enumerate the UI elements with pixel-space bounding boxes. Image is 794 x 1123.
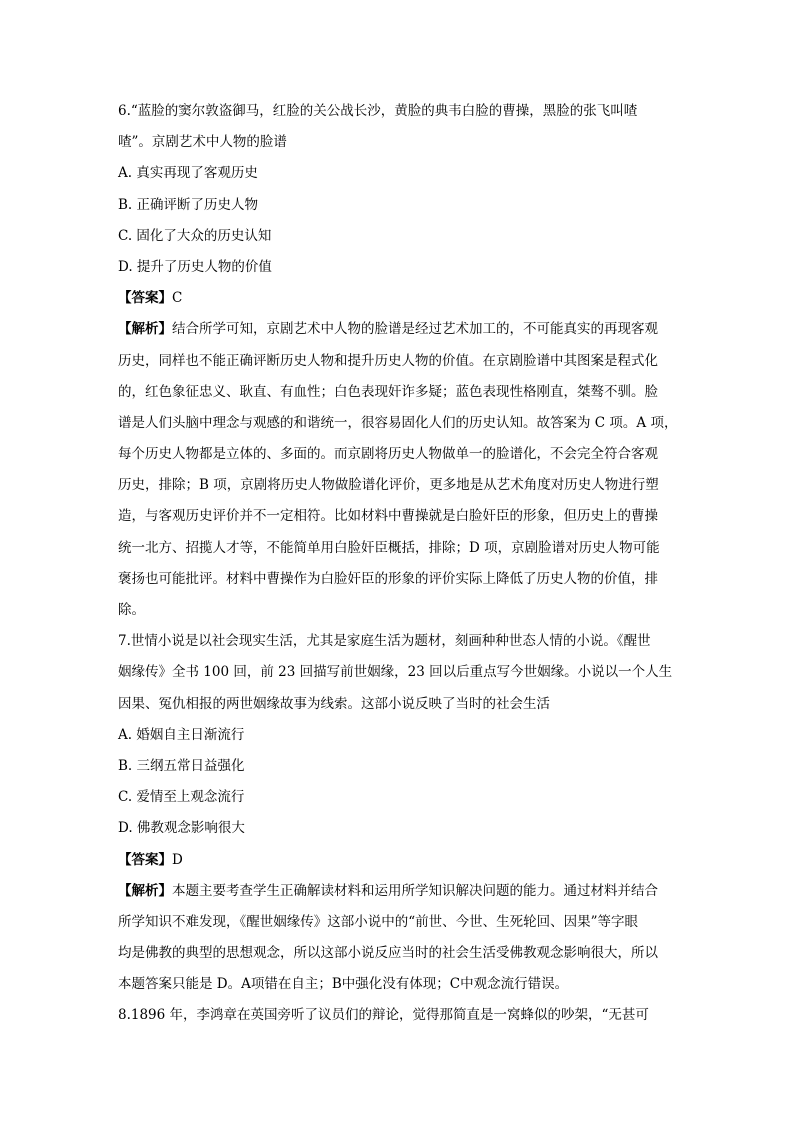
analysis-text: 的，红色象征忠义、耿直、有血性；白色表现奸诈多疑；蓝色表现性格刚直，桀骜不驯。脸 [118,383,658,400]
analysis-text: 褒扬也可能批评。材料中曹操作为白脸奸臣的形象的评价实际上降低了历史人物的价值，排 [118,570,658,587]
option-d: D. 提升了历史人物的价值 [118,258,272,275]
question-stem: 8.1896 年，李鸿章在英国旁听了议员们的辩论，觉得那简直是一窝蜂似的吵架，“无甚可 [118,1007,649,1024]
analysis-text: 本题答案只能是 D。A项错在自主；B中强化没有体现；C中观念流行错误。 [118,976,569,993]
question-7 [118,626,678,1000]
analysis-text: 历史，排除；B 项，京剧将历史人物做脸谱化评价，更多地是从艺术角度对历史人物进行塑 [118,477,659,494]
analysis-line [118,876,678,907]
question-stem: 6.“蓝脸的窦尔敦盗御马，红脸的关公战长沙，黄脸的典韦白脸的曹操，黑脸的张飞叫喳 [118,103,638,119]
option-b: B. 三纲五常日益强化 [118,757,245,774]
question-6 [118,96,678,626]
question-8 [118,1000,678,1031]
answer-line [118,845,678,876]
option-a: A. 婚姻自主日渐流行 [118,726,245,743]
analysis-text: 历史，同样也不能正确评断历史人物和提升历史人物的价值。在京剧脸谱中其图案是程式化 [118,352,658,369]
answer-value: C [172,290,183,307]
analysis-text: 造，与客观历史评价并不一定相符。比如材料中曹操就是白脸奸臣的形象，但历史上的曹操 [118,508,658,525]
analysis-text: 每个历史人物都是立体的、多面的。而京剧将历史人物做单一的脸谱化，不会完全符合客观 [118,446,658,463]
analysis-text: 所学知识不难发现，《醒世姻缘传》这部小说中的“前世、今世、生死轮回、因果”等字眼 [118,913,639,930]
option-d: D. 佛教观念影响很大 [118,820,245,837]
option-c: C. 爱情至上观念流行 [118,789,245,806]
analysis-text: 结合所学可知，京剧艺术中人物的脸谱是经过艺术加工的，不可能真实的再现客观 [172,321,658,338]
analysis-label: 【解析】 [118,882,172,899]
analysis-text: 谱是人们头脑中理念与观感的和谐统一，很容易固化人们的历史认知。故答案为 C 项。A 项， [118,414,678,431]
answer-label: 【答案】 [118,290,172,307]
analysis-label: 【解析】 [118,321,172,338]
analysis-text: 均是佛教的典型的思想观念，所以这部小说反应当时的社会生活受佛教观念影响很大，所以 [118,945,658,962]
document-page [118,96,678,1032]
analysis-text: 本题主要考查学生正确解读材料和运用所学知识解决问题的能力。通过材料并结合 [172,882,658,899]
analysis-text: 除。 [118,602,145,618]
analysis-line [118,314,678,345]
answer-label: 【答案】 [118,851,172,868]
analysis-text: 统一北方、招揽人才等，不能简单用白脸奸臣概括，排除；D 项，京剧脸谱对历史人物可能 [118,539,660,556]
option-b: B. 正确评断了历史人物 [118,196,259,213]
question-stem: 因果、冤仇相报的两世姻缘故事为线索。这部小说反映了当时的社会生活 [118,695,550,712]
question-stem: 7.世情小说是以社会现实生活，尤其是家庭生活为题材，刻画种种世态人情的小说。《醒世 [118,633,651,650]
option-c: C. 固化了大众的历史认知 [118,227,272,244]
answer-value: D [172,851,183,868]
question-stem: 喳”。京剧艺术中人物的脸谱 [118,134,287,151]
question-stem: 姻缘传》全书 100 回，前 23 回描写前世姻缘，23 回以后重点写今世姻缘。小说以一个人生 [118,664,673,681]
option-a: A. 真实再现了客观历史 [118,165,258,182]
answer-line [118,283,678,314]
